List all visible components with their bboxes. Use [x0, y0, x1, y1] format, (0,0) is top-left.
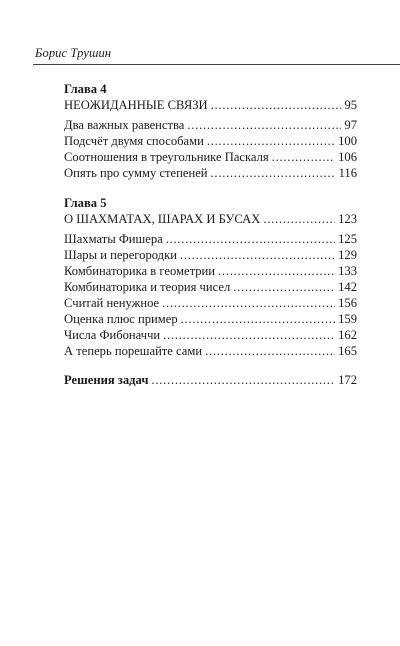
- toc-entry-page: 156: [338, 296, 357, 310]
- dot-leader: [163, 327, 335, 343]
- toc-entry-page: 172: [338, 373, 357, 387]
- chapter-5-label: Глава 5: [64, 196, 107, 210]
- dot-leader: [181, 311, 335, 327]
- running-head-author: Борис Трушин: [35, 46, 112, 60]
- chapter-5-heading: [64, 211, 357, 227]
- toc-entry-title: Шары и перегородки: [64, 248, 177, 262]
- toc-entry-title: Считай ненужное: [64, 296, 160, 310]
- dot-leader: [272, 149, 335, 165]
- toc-entry-page: 125: [338, 232, 357, 246]
- toc-entry-title: А теперь порешайте сами: [64, 344, 203, 358]
- toc-entry-page: 116: [338, 166, 357, 180]
- toc-entry-page: 142: [338, 280, 357, 294]
- toc-entry-page: 97: [344, 118, 357, 132]
- toc-entry: [64, 327, 357, 343]
- toc-entry-title: Подсчёт двумя способами: [64, 134, 204, 148]
- solutions-entry: [64, 372, 357, 388]
- toc-entry: [64, 263, 357, 279]
- toc-entry: [64, 279, 357, 295]
- dot-leader: [151, 372, 335, 388]
- toc-entry-title: О ШАХМАТАХ, ШАРАХ И БУСАХ: [64, 212, 261, 226]
- toc-entry-title: Числа Фибоначчи: [64, 328, 161, 342]
- toc-entry: [64, 231, 357, 247]
- toc-entry: [64, 295, 357, 311]
- dot-leader: [211, 97, 342, 113]
- toc-entry-title: НЕОЖИДАННЫЕ СВЯЗИ: [64, 98, 208, 112]
- dot-leader: [187, 117, 341, 133]
- toc-entry-title: Два важных равенства: [64, 118, 185, 132]
- toc-entry: [64, 247, 357, 263]
- toc-entry-page: 95: [344, 98, 357, 112]
- toc-entry-page: 159: [338, 312, 357, 326]
- toc-entry-page: 165: [338, 344, 357, 358]
- dot-leader: [218, 263, 335, 279]
- toc-entry: [64, 117, 357, 133]
- chapter-4-label: Глава 4: [64, 82, 107, 96]
- toc-entry-page: 106: [338, 150, 357, 164]
- dot-leader: [180, 247, 335, 263]
- dot-leader: [166, 231, 335, 247]
- toc-entry: [64, 133, 357, 149]
- dot-leader: [205, 343, 335, 359]
- toc-entry-title: Опять про сумму степеней: [64, 166, 208, 180]
- dot-leader: [162, 295, 335, 311]
- toc-entry: [64, 343, 357, 359]
- toc-entry-title: Комбинаторика в геометрии: [64, 264, 216, 278]
- header-rule: [33, 64, 400, 65]
- dot-leader: [207, 133, 335, 149]
- toc-entry-title: Соотношения в треугольнике Паскаля: [64, 150, 269, 164]
- toc-entry-page: 100: [338, 134, 357, 148]
- chapter-4-heading: [64, 97, 357, 113]
- toc-entry-title: Решения задач: [64, 373, 149, 387]
- toc-entry-title: Комбинаторика и теория чисел: [64, 280, 231, 294]
- toc-entry-title: Оценка плюс пример: [64, 312, 178, 326]
- toc-entry: [64, 149, 357, 165]
- toc-entry-page: 123: [338, 212, 357, 226]
- toc-entry-page: 162: [338, 328, 357, 342]
- toc-entry-page: 133: [338, 264, 357, 278]
- dot-leader: [233, 279, 335, 295]
- toc-entry-title: Шахматы Фишера: [64, 232, 163, 246]
- toc-entry: [64, 165, 357, 181]
- toc-entry-page: 129: [338, 248, 357, 262]
- dot-leader: [211, 165, 336, 181]
- table-of-contents: [64, 81, 357, 388]
- dot-leader: [263, 211, 335, 227]
- toc-entry: [64, 311, 357, 327]
